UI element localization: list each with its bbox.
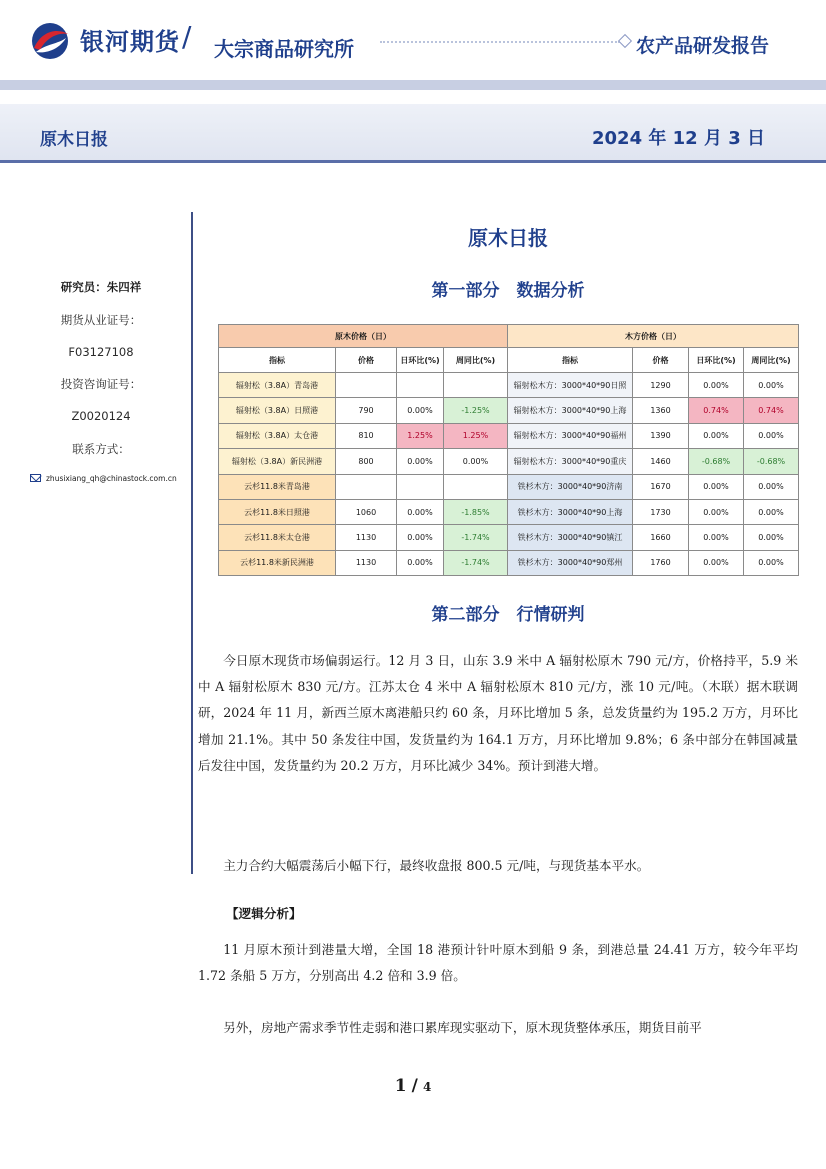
log-price-cell: 810 (336, 423, 397, 448)
lumber-name-cell: 辐射松木方：3000*40*90日照 (508, 373, 633, 398)
lumber-price-cell: 1760 (633, 550, 689, 575)
log-day-change-cell: 1.25% (397, 423, 444, 448)
sidebar-divider (191, 212, 193, 874)
lumber-week-change-cell: 0.00% (744, 550, 799, 575)
log-price-group-header: 原木价格（日） (219, 325, 508, 348)
lumber-price-group-header: 木方价格（日） (508, 325, 799, 348)
log-name-cell: 云杉11.8米新民洲港 (219, 550, 336, 575)
table-row (219, 499, 799, 524)
lumber-price-cell: 1460 (633, 449, 689, 474)
lumber-week-change-cell: 0.00% (744, 525, 799, 550)
log-name-cell: 辐射松（3.8A）新民洲港 (219, 449, 336, 474)
lumber-day-change-cell: 0.00% (689, 550, 744, 575)
company-name: 银河期货 (80, 28, 180, 56)
log-price-cell: 1130 (336, 525, 397, 550)
log-name-cell: 辐射松（3.8A）青岛港 (219, 373, 336, 398)
lumber-price-cell: 1390 (633, 423, 689, 448)
lumber-name-cell: 铁杉木方：3000*40*90上海 (508, 499, 633, 524)
log-week-change-cell: 1.25% (444, 423, 508, 448)
log-week-change-cell: -1.85% (444, 499, 508, 524)
header-band (0, 80, 826, 90)
log-day-change-cell (397, 474, 444, 499)
column-header: 指标 (508, 348, 633, 373)
qualification-number: F03127108 (68, 345, 134, 359)
header-dotted-divider (380, 41, 620, 43)
column-header: 价格 (336, 348, 397, 373)
contact-email[interactable]: zhusixiang_qh@chinastock.com.cn (46, 474, 177, 483)
lumber-day-change-cell: 0.00% (689, 373, 744, 398)
lumber-price-cell: 1290 (633, 373, 689, 398)
log-price-cell (336, 474, 397, 499)
lumber-week-change-cell: 0.00% (744, 423, 799, 448)
lumber-day-change-cell: 0.00% (689, 525, 744, 550)
lumber-day-change-cell: 0.00% (689, 423, 744, 448)
report-type: 农产品研发报告 (636, 35, 770, 57)
lumber-name-cell: 铁杉木方：3000*40*90郑州 (508, 550, 633, 575)
log-price-cell (336, 373, 397, 398)
log-price-cell: 1130 (336, 550, 397, 575)
lumber-week-change-cell: 0.00% (744, 373, 799, 398)
log-day-change-cell: 0.00% (397, 525, 444, 550)
log-price-cell: 1060 (336, 499, 397, 524)
galaxy-logo-icon (28, 22, 72, 60)
table-row (219, 474, 799, 499)
log-week-change-cell: 0.00% (444, 449, 508, 474)
contact-label: 联系方式： (72, 442, 130, 456)
lumber-day-change-cell: 0.00% (689, 474, 744, 499)
column-header: 周同比(%) (444, 348, 508, 373)
lumber-day-change-cell: 0.00% (689, 499, 744, 524)
log-price-cell: 800 (336, 449, 397, 474)
lumber-week-change-cell: -0.68% (744, 449, 799, 474)
table-row (219, 449, 799, 474)
main-title: 原木日报 (468, 226, 548, 250)
lumber-day-change-cell: 0.74% (689, 398, 744, 423)
lumber-week-change-cell: 0.74% (744, 398, 799, 423)
lumber-price-cell: 1730 (633, 499, 689, 524)
log-name-cell: 辐射松（3.8A）太仓港 (219, 423, 336, 448)
current-page: 1 (394, 1076, 407, 1096)
log-day-change-cell: 0.00% (397, 499, 444, 524)
lumber-name-cell: 辐射松木方：3000*40*90福州 (508, 423, 633, 448)
lumber-price-cell: 1670 (633, 474, 689, 499)
futures-paragraph: 主力合约大幅震荡后小幅下行，最终收盘报 800.5 元/吨，与现货基本平水。 (223, 858, 650, 873)
log-name-cell: 云杉11.8米太仓港 (219, 525, 336, 550)
demand-paragraph: 另外，房地产需求季节性走弱和港口累库现实驱动下，原木现货整体承压，期货目前平 (223, 1020, 702, 1035)
mail-icon (30, 474, 41, 482)
log-price-cell: 790 (336, 398, 397, 423)
table-row (219, 423, 799, 448)
lumber-name-cell: 辐射松木方：3000*40*90上海 (508, 398, 633, 423)
lumber-week-change-cell: 0.00% (744, 474, 799, 499)
lumber-name-cell: 铁杉木方：3000*40*90镇江 (508, 525, 633, 550)
column-header: 指标 (219, 348, 336, 373)
arrival-paragraph: 11 月原木预计到港量大增，全国 18 港预计针叶原木到船 9 条，到港总量 24.41 万方，较今年平均 1.72 条船 5 万方，分别高出 4.2 倍和 3.9 倍。 (198, 942, 798, 984)
log-week-change-cell: -1.25% (444, 398, 508, 423)
log-day-change-cell: 0.00% (397, 550, 444, 575)
column-header: 价格 (633, 348, 689, 373)
lumber-price-cell: 1360 (633, 398, 689, 423)
analyst-name: 研究员：朱四祥 (60, 280, 142, 294)
diamond-icon (618, 34, 632, 48)
lumber-name-cell: 辐射松木方：3000*40*90重庆 (508, 449, 633, 474)
investment-license-label: 投资咨询证号： (60, 377, 142, 391)
log-day-change-cell: 0.00% (397, 398, 444, 423)
total-pages: 4 (422, 1080, 432, 1094)
title-bar-underline (0, 160, 826, 163)
lumber-week-change-cell: 0.00% (744, 499, 799, 524)
log-week-change-cell: -1.74% (444, 550, 508, 575)
column-header: 日环比(%) (397, 348, 444, 373)
market-summary-paragraph: 今日原木现货市场偏弱运行。12 月 3 日，山东 3.9 米中 A 辐射松原木 790 元/方，价格持平，5.9 米中 A 辐射松原木 830 元/方。江苏太仓 4 米中 A 辐射松原木 810 元/方，涨 10 元/吨。（木联）据木联调研，2024 年 11 月，新西兰原木离港船只约 60 条，月环比增加 5 条，总发货量约为 195.2 万方，月环比增加 21.1%。其中 50 条发往中国，发货量约为 164.1 万方，月环比增加 9.8%；6 条中部分在韩国减量后发往中国，发货量约为 20.2 万方，月环比减少 34%。预计到港大增。 (198, 653, 798, 773)
page-number (0, 1076, 826, 1096)
log-name-cell: 云杉11.8米日照港 (219, 499, 336, 524)
lumber-price-cell: 1660 (633, 525, 689, 550)
institute-name: 大宗商品研究所 (214, 37, 354, 61)
price-table (218, 324, 799, 576)
page-separator: / (411, 1076, 418, 1096)
log-name-cell: 云杉11.8米青岛港 (219, 474, 336, 499)
investment-license-number: Z0020124 (71, 409, 131, 423)
table-row (219, 373, 799, 398)
report-date: 2024 年 12 月 3 日 (592, 128, 766, 149)
log-week-change-cell (444, 373, 508, 398)
log-name-cell: 辐射松（3.8A）日照港 (219, 398, 336, 423)
section-data-analysis: 第一部分 数据分析 (431, 281, 585, 301)
table-row (219, 398, 799, 423)
header-slash: / (182, 20, 192, 53)
log-week-change-cell: -1.74% (444, 525, 508, 550)
table-row (219, 525, 799, 550)
lumber-day-change-cell: -0.68% (689, 449, 744, 474)
log-day-change-cell: 0.00% (397, 449, 444, 474)
column-header: 周同比(%) (744, 348, 799, 373)
report-title: 原木日报 (40, 130, 108, 150)
logic-analysis-heading: 【逻辑分析】 (226, 906, 302, 921)
lumber-name-cell: 铁杉木方：3000*40*90济南 (508, 474, 633, 499)
table-row (219, 550, 799, 575)
column-header: 日环比(%) (689, 348, 744, 373)
section-market-judgement: 第二部分 行情研判 (431, 605, 585, 625)
log-week-change-cell (444, 474, 508, 499)
log-day-change-cell (397, 373, 444, 398)
qualification-label: 期货从业证号： (60, 313, 142, 327)
